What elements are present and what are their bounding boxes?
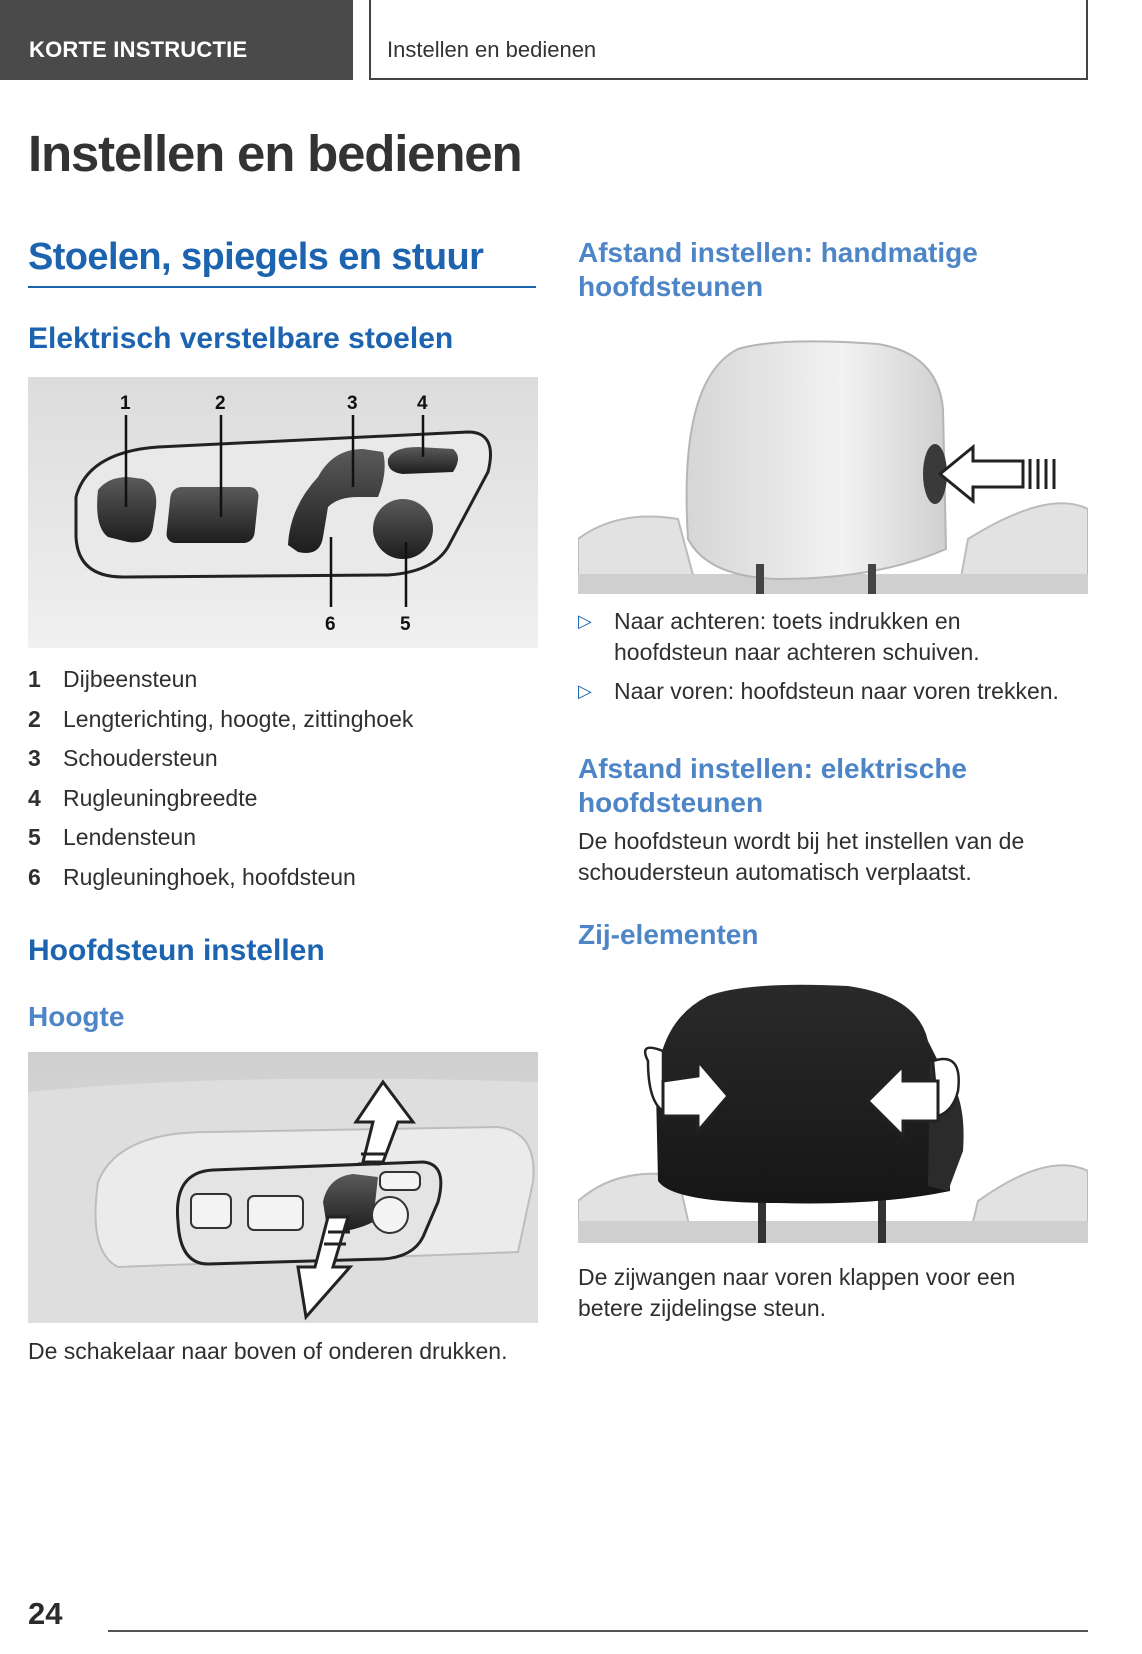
electric-headrest-text: De hoofdsteun wordt bij het instellen van de schoudersteun automatisch verplaatst. (578, 828, 1025, 885)
side-elements-text: De zijwangen naar voren klappen voor een betere zijdelingse steun. (578, 1264, 1016, 1321)
section-divider (28, 286, 536, 288)
legend-item (28, 858, 413, 898)
legend-label: Lengterichting, hoogte, zittinghoek (63, 705, 414, 732)
legend-item (28, 700, 413, 740)
legend-num: 5 (28, 824, 41, 851)
legend-item (28, 739, 413, 779)
legend-num: 2 (28, 705, 41, 732)
legend-label: Rugleuningbreedte (63, 784, 258, 811)
legend-label: Dijbeensteun (63, 666, 198, 693)
legend-num: 1 (28, 666, 41, 693)
callout-5: 5 (400, 614, 411, 635)
legend-label: Schoudersteun (63, 745, 218, 772)
seat-legend (28, 660, 413, 897)
section-tab: KORTE INSTRUCTIE (0, 0, 353, 80)
step-item (578, 676, 1078, 707)
heading-electric-headrest: Afstand instellen: elektrische hoofdsteunen (578, 753, 968, 818)
triangle-bullet-icon: ▷ (578, 681, 592, 701)
footer-divider (108, 1630, 1088, 1632)
legend-item (28, 660, 413, 700)
legend-item (28, 818, 413, 858)
subheading-headrest: Hoofdsteun instellen (28, 934, 325, 967)
legend-label: Lendensteun (63, 824, 197, 851)
legend-num: 3 (28, 745, 41, 772)
subheading-electric-seats: Elektrisch verstelbare stoelen (28, 322, 454, 355)
heading-manual-headrest: Afstand instellen: handmatige hoofdsteunen (578, 237, 978, 302)
subheading-height: Hoogte (28, 1001, 125, 1032)
manual-headrest-steps (578, 606, 1078, 715)
step-item (578, 606, 1078, 668)
seat-controls-figure (28, 377, 538, 648)
height-switch-figure (28, 1052, 538, 1323)
heading-side-elements: Zij-elementen (578, 919, 759, 950)
step-text: Naar achteren: toets indrukken en hoofdsteun naar achteren schuiven. (614, 608, 980, 665)
page-number: 24 (28, 1596, 63, 1631)
callout-2: 2 (215, 393, 226, 414)
chapter-title: Instellen en bedienen (387, 37, 597, 62)
callout-6: 6 (325, 614, 336, 635)
legend-num: 6 (28, 863, 41, 890)
callout-3: 3 (347, 393, 358, 414)
callout-4: 4 (417, 393, 428, 414)
manual-headrest-figure (578, 339, 1088, 594)
legend-num: 4 (28, 784, 41, 811)
step-text: Naar voren: hoofdsteun naar voren trekken. (614, 678, 1059, 704)
triangle-bullet-icon: ▷ (578, 611, 592, 631)
side-elements-figure (578, 981, 1088, 1243)
height-caption: De schakelaar naar boven of onderen drukken. (28, 1338, 508, 1364)
page-title: Instellen en bedienen (28, 125, 522, 182)
legend-label: Rugleuninghoek, hoofdsteun (63, 863, 356, 890)
section-heading: Stoelen, spiegels en stuur (28, 236, 484, 278)
callout-1: 1 (120, 393, 131, 414)
chapter-title-box (369, 0, 1088, 80)
legend-item (28, 779, 413, 819)
